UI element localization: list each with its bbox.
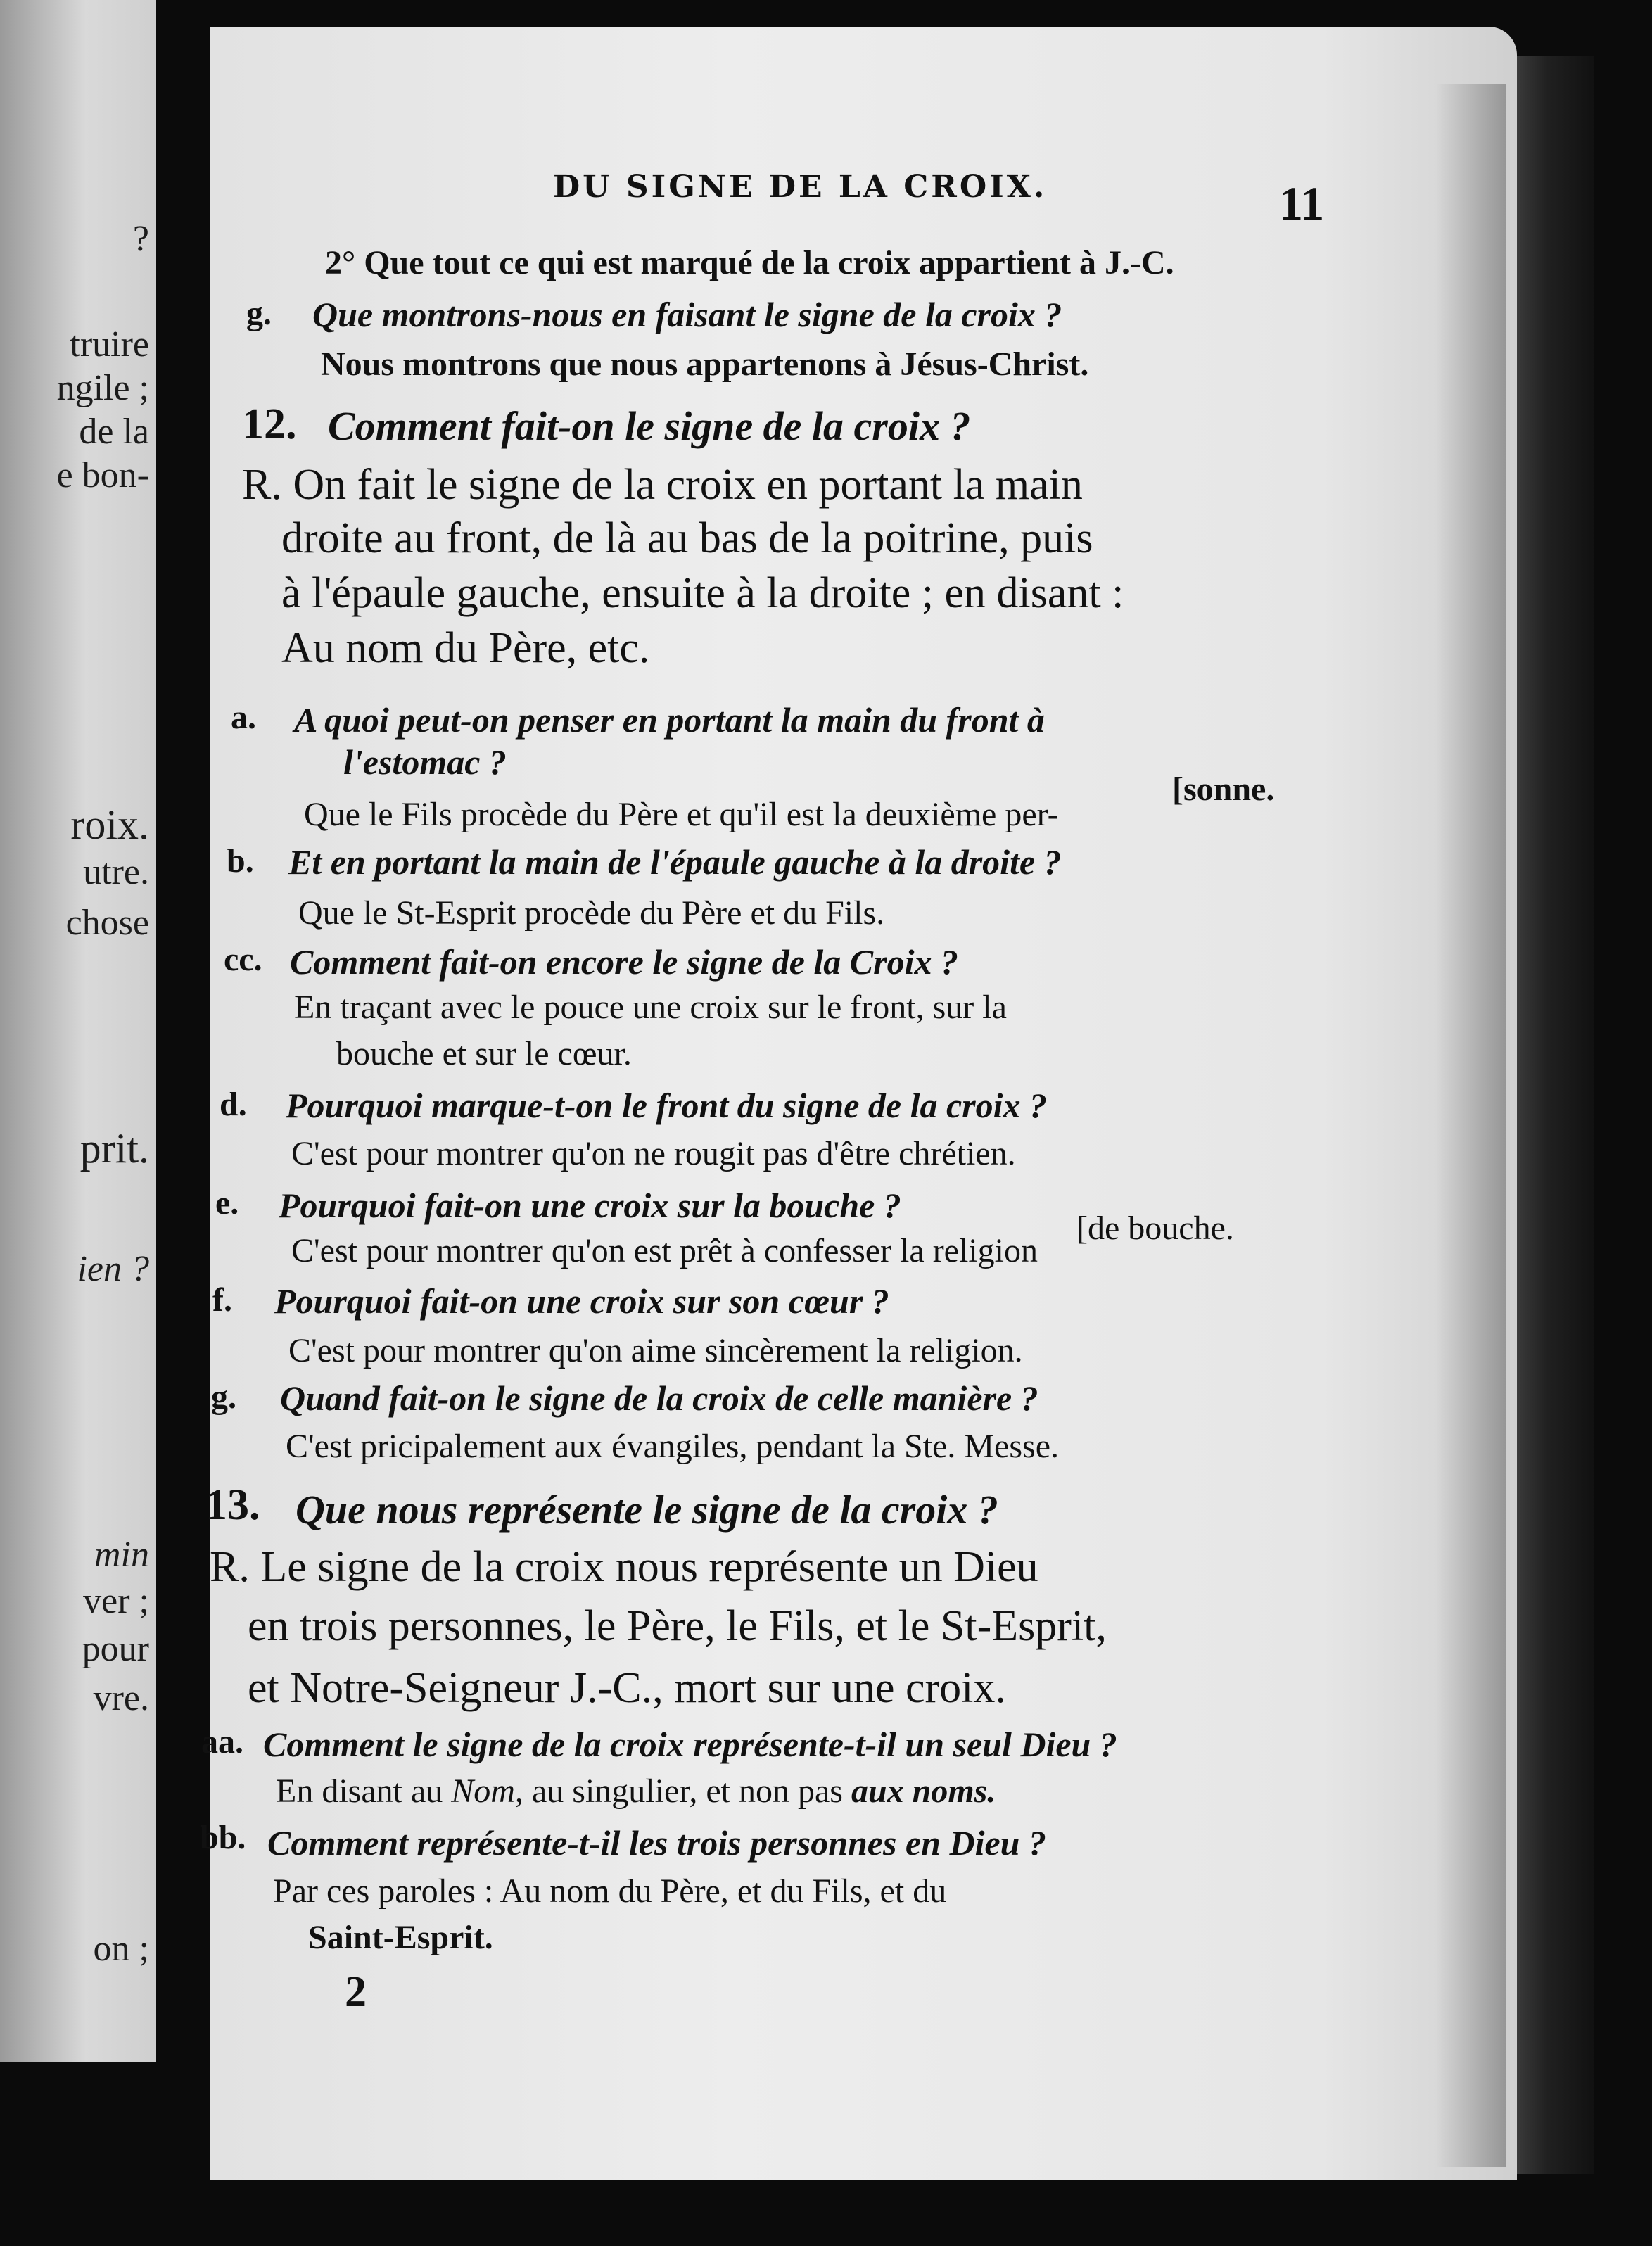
running-title: DU SIGNE DE LA CROIX. bbox=[553, 169, 1048, 205]
answer-12-line-2: droite au front, de là au bas de la poitrine, puis bbox=[281, 514, 1093, 562]
sub-a-continuation: [sonne. bbox=[1172, 770, 1275, 808]
sub-answer-e: C'est pour montrer qu'on est prêt à confesser la religion bbox=[291, 1232, 1038, 1269]
sub-label-g: g. bbox=[211, 1378, 236, 1416]
question-number-13: 13. bbox=[205, 1481, 260, 1529]
left-fragment: vre. bbox=[93, 1678, 149, 1718]
sub-question-aa: Comment le signe de la croix représente-t-il un seul Dieu ? bbox=[263, 1725, 1117, 1764]
left-page bbox=[0, 0, 156, 2062]
sub-label-aa: aa. bbox=[201, 1723, 243, 1760]
left-fragment: de la bbox=[79, 412, 149, 452]
left-fragment: chose bbox=[65, 903, 149, 943]
sub-question-a-line-2: l'estomac ? bbox=[343, 742, 507, 782]
answer-13-line-1: R. Le signe de la croix nous représente un Dieu bbox=[210, 1543, 1038, 1591]
left-fragment: roix. bbox=[70, 801, 149, 848]
answer-12-line-4: Au nom du Père, etc. bbox=[281, 624, 650, 672]
signature-mark: 2 bbox=[345, 1968, 367, 2016]
question-13: Que nous représente le signe de la croix ? bbox=[296, 1487, 998, 1533]
sub-question-a-line-1: A quoi peut-on penser en portant la main du front à bbox=[294, 700, 1045, 740]
sub-answer-cc-line-2: bouche et sur le cœur. bbox=[336, 1035, 632, 1072]
page-number: 11 bbox=[1279, 177, 1325, 230]
continued-answer: 2° Que tout ce qui est marqué de la croix appartient à J.-C. bbox=[325, 244, 1174, 281]
sub-answer-b: Que le St-Esprit procède du Père et du Fils. bbox=[298, 894, 885, 932]
left-fragment: on ; bbox=[93, 1929, 149, 1969]
sub-label-d: d. bbox=[220, 1086, 247, 1123]
sub-answer-f: C'est pour montrer qu'on aime sincèrement la religion. bbox=[288, 1332, 1023, 1369]
question-number-12: 12. bbox=[242, 400, 297, 448]
left-fragment: ? bbox=[132, 219, 149, 259]
left-fragment: pour bbox=[82, 1629, 149, 1669]
page-edge bbox=[1517, 56, 1594, 2174]
sub-label-f: f. bbox=[212, 1281, 232, 1319]
answer-13-line-2: en trois personnes, le Père, le Fils, et le St-Esprit, bbox=[248, 1602, 1107, 1650]
sub-e-continuation: [de bouche. bbox=[1076, 1210, 1234, 1247]
sub-question-f: Pourquoi fait-on une croix sur son cœur ? bbox=[274, 1281, 889, 1321]
sub-answer-g: C'est pricipalement aux évangiles, pendant la Ste. Messe. bbox=[286, 1428, 1060, 1465]
left-fragment: ien ? bbox=[77, 1249, 149, 1289]
sub-label-cc: cc. bbox=[224, 941, 262, 978]
answer-13-line-3: et Notre-Seigneur J.-C., mort sur une croix. bbox=[248, 1664, 1006, 1712]
sub-answer-a: Que le Fils procède du Père et qu'il est la deuxième per- bbox=[304, 796, 1059, 833]
left-fragment: ver ; bbox=[83, 1581, 149, 1621]
sub-question-g: Quand fait-on le signe de la croix de celle manière ? bbox=[280, 1378, 1038, 1418]
question-12: Comment fait-on le signe de la croix ? bbox=[328, 403, 971, 449]
sub-answer-bb-line-1: Par ces paroles : Au nom du Père, et du Fils, et du bbox=[273, 1872, 947, 1910]
sub-question-g-top: Que montrons-nous en faisant le signe de la croix ? bbox=[312, 295, 1062, 334]
left-fragment: utre. bbox=[83, 852, 149, 892]
sub-question-bb: Comment représente-t-il les trois personnes en Dieu ? bbox=[267, 1823, 1046, 1863]
sub-answer-d: C'est pour montrer qu'on ne rougit pas d'être chrétien. bbox=[291, 1135, 1016, 1172]
sub-answer-g-top: Nous montrons que nous appartenons à Jésus-Christ. bbox=[321, 345, 1089, 383]
sub-question-e: Pourquoi fait-on une croix sur la bouche ? bbox=[279, 1186, 901, 1225]
sub-answer-aa bbox=[276, 1772, 996, 1810]
left-fragment: min bbox=[94, 1535, 149, 1575]
sub-question-b: Et en portant la main de l'épaule gauche à la droite ? bbox=[288, 842, 1062, 882]
sub-label-a: a. bbox=[231, 699, 256, 736]
sub-answer-aa-text: En disant au bbox=[276, 1772, 452, 1810]
left-fragment: prit. bbox=[80, 1125, 149, 1172]
sub-answer-aa-noms: aux noms. bbox=[851, 1772, 996, 1810]
sub-question-d: Pourquoi marque-t-on le front du signe de la croix ? bbox=[286, 1086, 1048, 1125]
left-fragment: e bon- bbox=[56, 455, 149, 495]
page-shadow bbox=[1435, 84, 1506, 2167]
sub-label-e: e. bbox=[215, 1184, 239, 1222]
left-fragment: truire bbox=[70, 324, 149, 364]
sub-answer-cc-line-1: En traçant avec le pouce une croix sur le front, sur la bbox=[294, 989, 1007, 1026]
sub-answer-aa-nom: Nom bbox=[451, 1772, 515, 1810]
sub-answer-bb-line-2: Saint-Esprit. bbox=[308, 1919, 493, 1956]
sub-label-bb: bb. bbox=[200, 1819, 246, 1856]
answer-12-line-3: à l'épaule gauche, ensuite à la droite ; en disant : bbox=[281, 569, 1124, 617]
answer-12-line-1: R. On fait le signe de la croix en portant la main bbox=[242, 461, 1083, 509]
sub-answer-aa-text: , au singulier, et non pas bbox=[514, 1772, 851, 1810]
sub-label-g-top: g. bbox=[246, 295, 272, 332]
sub-question-cc: Comment fait-on encore le signe de la Croix ? bbox=[290, 942, 958, 982]
sub-label-b: b. bbox=[227, 842, 254, 880]
left-fragment: ngile ; bbox=[56, 368, 149, 408]
